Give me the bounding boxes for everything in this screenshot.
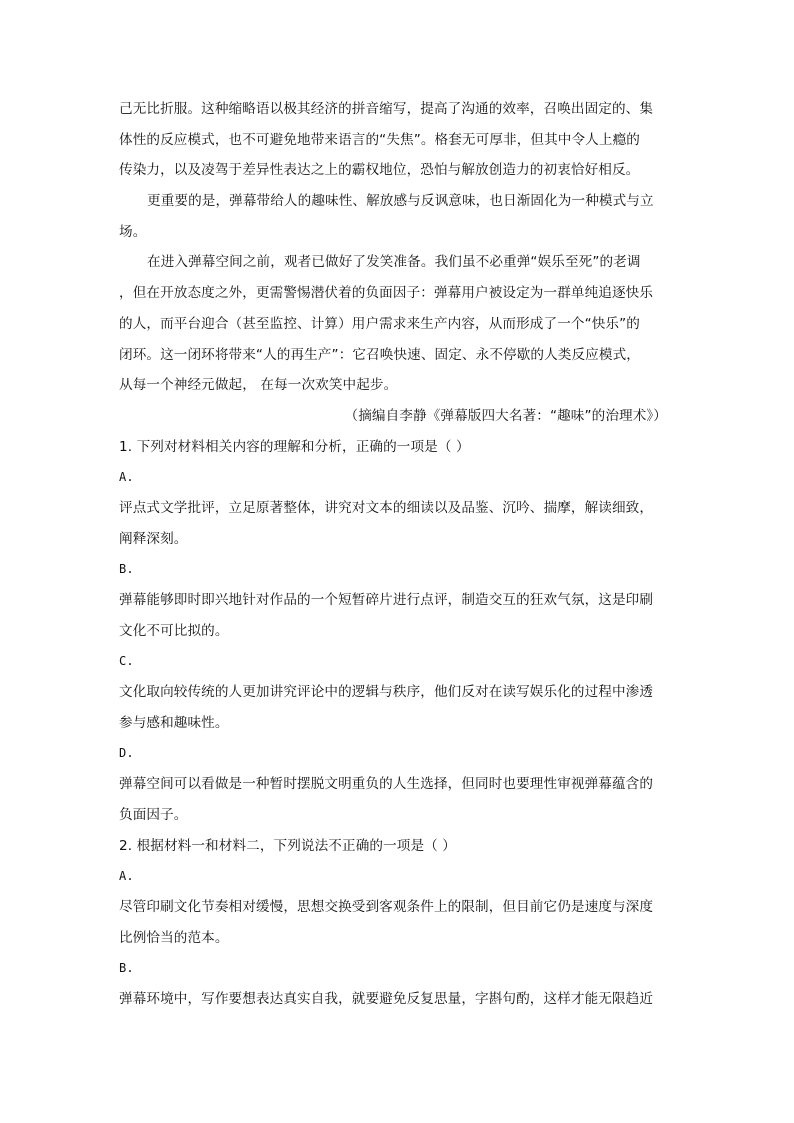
passage-line: 更重要的是，弹幕带给人的趣味性、解放感与反讽意味，也日渐固化为一种模式与立: [147, 193, 654, 210]
option-a[interactable]: [119, 462, 669, 554]
option-label: A.: [119, 869, 134, 884]
option-text: 弹幕能够即时即兴地针对作品的一个短暂碎片进行点评，制造交互的狂欢气氛，这是印刷: [119, 592, 654, 608]
passage-line: 己无比折服。这种缩略语以极其经济的拼音缩写，提高了沟通的效率，召唤出固定的、集: [119, 101, 654, 117]
passage-line: 的人，而平台迎合（甚至监控、计算）用户需求来生产内容，从而形成了一个“快乐”的: [119, 315, 640, 332]
passage-line: ，但在开放态度之外，更需警惕潜伏着的负面因子：弹幕用户被设定为一群单纯追逐快乐: [119, 285, 654, 302]
option-text: 文化取向较传统的人更加讲究评论中的逻辑与秩序，他们反对在读写娱乐化的过程中渗透: [119, 684, 654, 701]
passage-line: 体性的反应模式，也不可避免地带来语言的“失焦”。格套无可厚非，但其中令人上瘾的: [119, 131, 640, 148]
option-label: C.: [119, 654, 134, 669]
passage-line: 从每一个神经元做起， 在每一次欢笑中起步。: [119, 377, 398, 394]
option-a[interactable]: [119, 861, 669, 953]
option-text: 比例恰当的范本。: [119, 929, 229, 946]
option-b[interactable]: [119, 953, 669, 1014]
option-label: A.: [119, 470, 134, 485]
question-1: [119, 432, 669, 831]
option-text: 弹幕环境中，写作要想表达真实自我，就要避免反复思量，字斟句酌，这样才能无限趋近: [119, 990, 654, 1007]
question-stem: 2. 根据材料一和材料二，下列说法不正确的一项是（ ）: [119, 837, 456, 854]
passage: [119, 94, 669, 432]
question-stem: 1. 下列对材料相关内容的理解和分析，正确的一项是（ ）: [119, 438, 470, 455]
option-text: 负面因子。: [119, 806, 188, 823]
option-text: 评点式文学批评，立足原著整体，讲究对文本的细读以及品鉴、沉吟、揣摩，解读细致，: [119, 499, 654, 516]
option-d[interactable]: [119, 738, 669, 830]
option-label: B.: [119, 562, 134, 577]
option-c[interactable]: [119, 646, 669, 738]
passage-line: 场。: [119, 223, 147, 240]
option-text: 文化不可比拟的。: [119, 622, 229, 639]
passage-line: 在进入弹幕空间之前，观者已做好了发笑准备。我们虽不必重弹“娱乐至死”的老调: [147, 254, 641, 271]
option-text: 尽管印刷文化节奏相对缓慢，思想交换受到客观条件上的限制，但目前它仍是速度与深度: [119, 898, 654, 915]
document-page: [119, 94, 669, 1015]
option-text: 阐释深刻。: [119, 530, 188, 547]
option-label: D.: [119, 746, 134, 761]
option-b[interactable]: [119, 554, 669, 646]
question-2: [119, 831, 669, 1015]
option-text: 参与感和趣味性。: [119, 714, 229, 731]
passage-line: 闭环。这一闭环将带来“人的再生产”：它召唤快速、固定、永不停歇的人类反应模式，: [119, 346, 640, 363]
passage-line: 传染力，以及凌驾于差异性表达之上的霸权地位，恐怕与解放创造力的初衷恰好相反。: [119, 162, 640, 179]
option-label: B.: [119, 961, 134, 976]
passage-source: （摘编自李静《弹幕版四大名著：“趣味”的治理术》）: [344, 407, 667, 424]
option-text: 弹幕空间可以看做是一种暂时摆脱文明重负的人生选择，但同时也要理性审视弹幕蕴含的: [119, 776, 654, 793]
